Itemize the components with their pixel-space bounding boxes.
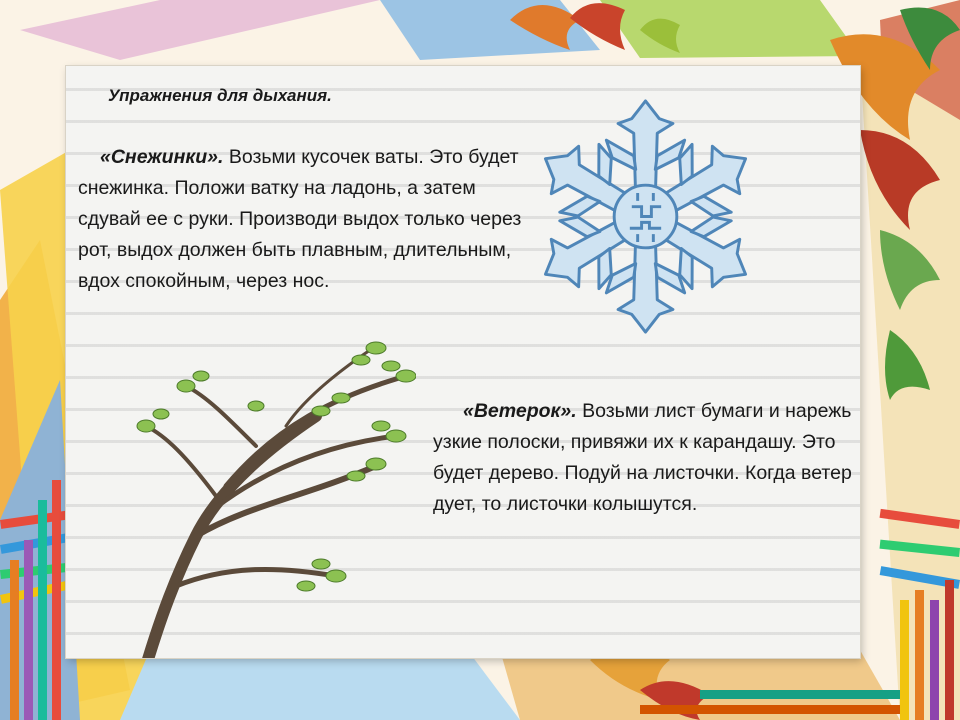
tree-icon [106,336,416,658]
document-page [66,66,860,658]
exercise-snowflakes [78,142,528,297]
exercise-breeze [433,396,858,520]
snowflake-icon [528,94,763,339]
page-heading: Упражнения для дыхания. [108,86,332,105]
exercise-snowflakes-text: Возьми кусочек ваты. Это будет снежинка. Положи ватку на ладонь, а затем сдувай ее с руки. Производи выдох только через рот, выдох должен быть плавным, длительным, вдох спокойным, через нос. [78,146,522,292]
exercise-breeze-text: Возьми лист бумаги и нарежь узкие полоски, привяжи их к карандашу. Это будет дерево. Подуй на листочки. Когда ветер дует, то листочки колышутся. [433,400,852,515]
exercise-breeze-title: «Ветерок». [463,400,577,422]
exercise-snowflakes-title: «Снежинки». [100,146,224,168]
